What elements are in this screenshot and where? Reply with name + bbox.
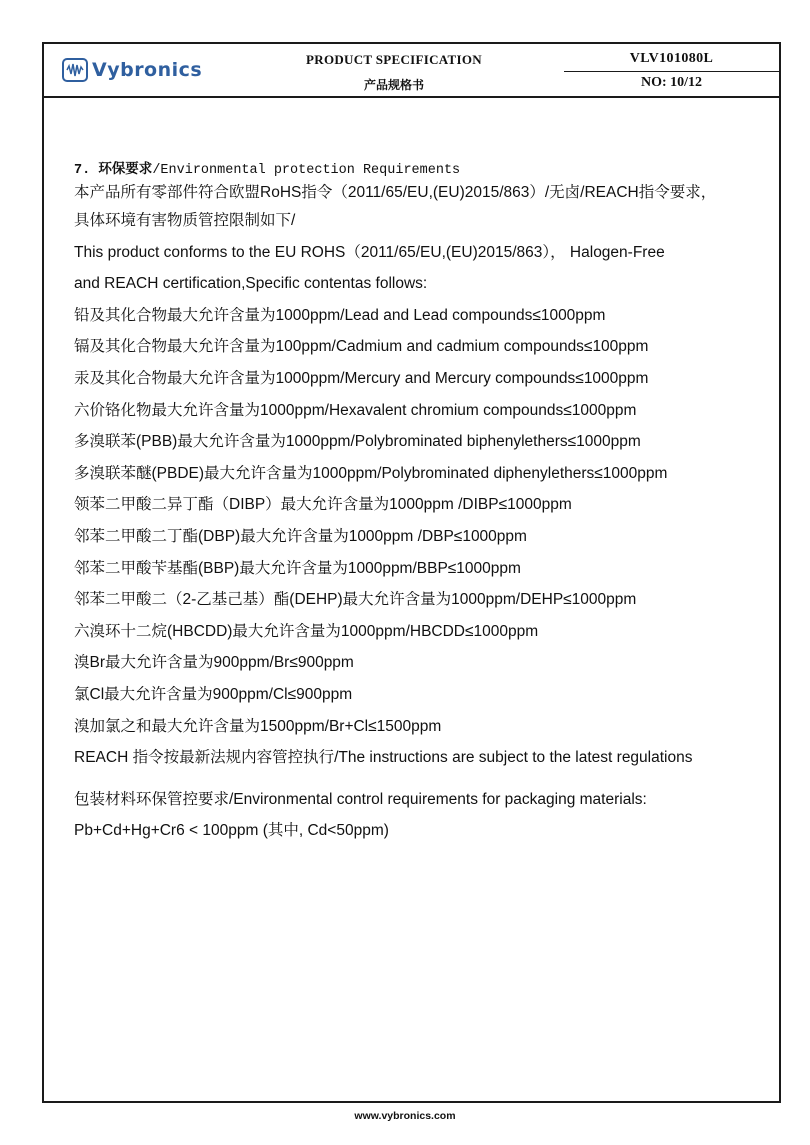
spec-title-cn: 产品规格书 bbox=[363, 78, 424, 92]
reach-statement: REACH 指令按最新法规内容管控执行/The instructions are subject to the latest regulations bbox=[74, 749, 693, 767]
limit-dbp: 邻苯二甲酸二丁酯(DBP)最大允许含量为1000ppm /DBP≤1000ppm bbox=[74, 527, 527, 545]
spec-title: PRODUCT SPECIFICATION bbox=[306, 52, 482, 67]
limit-pbb: 多溴联苯(PBB)最大允许含量为1000ppm/Polybrominated biphenylethers≤1000ppm bbox=[74, 433, 641, 451]
document-header bbox=[44, 44, 779, 98]
page-frame bbox=[42, 42, 781, 1103]
page-number: NO: 10/12 bbox=[640, 75, 703, 90]
waveform-icon bbox=[62, 58, 88, 82]
section-title-cn: 环保要求 bbox=[98, 163, 153, 178]
spec-title-block bbox=[244, 52, 544, 93]
rohs-statement-cn-1: 本产品所有零部件符合欧盟RoHS指令（2011/65/EU,(EU)2015/863）/无卤/REACH指令要求， bbox=[74, 184, 717, 201]
footer-website: www.vybronics.com bbox=[354, 1110, 456, 1122]
header-divider bbox=[564, 71, 779, 72]
logo-text: Vybronics bbox=[92, 59, 203, 81]
limit-lead: 铅及其化合物最大允许含量为1000ppm/Lead and Lead compounds≤1000ppm bbox=[74, 306, 606, 324]
company-logo bbox=[62, 58, 202, 82]
rohs-statement-cn-2: 具体环境有害物质管控限制如下/ bbox=[74, 212, 296, 229]
limit-hexavalent-chromium: 六价铬化物最大允许含量为1000ppm/Hexavalent chromium compounds≤1000ppm bbox=[74, 401, 637, 419]
doc-id-block bbox=[564, 44, 779, 96]
section-title-en: /Environmental protection Requirements bbox=[152, 163, 461, 178]
rohs-statement-en-1: This product conforms to the EU ROHS（2011/65/EU,(EU)2015/863）， Halogen-Free bbox=[74, 243, 665, 261]
limit-pbde: 多溴联苯醚(PBDE)最大允许含量为1000ppm/Polybrominated diphenylethers≤1000ppm bbox=[74, 464, 668, 482]
limit-dibp: 领苯二甲酸二异丁酯（DIBP）最大允许含量为1000ppm /DIBP≤1000ppm bbox=[74, 496, 572, 514]
packaging-requirement: 包装材料环保管控要求/Environmental control requirements for packaging materials: bbox=[74, 790, 647, 808]
section-number: 7. bbox=[74, 163, 91, 178]
limit-dehp: 邻苯二甲酸二（2-乙基己基）酯(DEHP)最大允许含量为1000ppm/DEHP≤1000ppm bbox=[74, 591, 637, 609]
limit-chlorine: 氯Cl最大允许含量为900ppm/Cl≤900ppm bbox=[74, 685, 353, 703]
model-number: VLV101080L bbox=[629, 51, 714, 66]
limit-mercury: 汞及其化合物最大允许含量为1000ppm/Mercury and Mercury compounds≤1000ppm bbox=[74, 369, 649, 387]
rohs-statement-en-2: and REACH certification,Specific contentas follows: bbox=[74, 275, 428, 293]
section-title bbox=[74, 162, 759, 180]
limit-bromine: 溴Br最大允许含量为900ppm/Br≤900ppm bbox=[74, 654, 354, 672]
packaging-limit: Pb+Cd+Hg+Cr6 < 100ppm (其中, Cd<50ppm) bbox=[74, 822, 389, 840]
limit-cadmium: 镉及其化合物最大允许含量为100ppm/Cadmium and cadmium compounds≤100ppm bbox=[74, 338, 649, 356]
limit-bromine-chlorine: 溴加氯之和最大允许含量为1500ppm/Br+Cl≤1500ppm bbox=[74, 717, 442, 735]
document-body bbox=[74, 162, 759, 847]
limit-hbcdd: 六溴环十二烷(HBCDD)最大允许含量为1000ppm/HBCDD≤1000ppm bbox=[74, 622, 539, 640]
limit-bbp: 邻苯二甲酸苄基酯(BBP)最大允许含量为1000ppm/BBP≤1000ppm bbox=[74, 559, 521, 577]
